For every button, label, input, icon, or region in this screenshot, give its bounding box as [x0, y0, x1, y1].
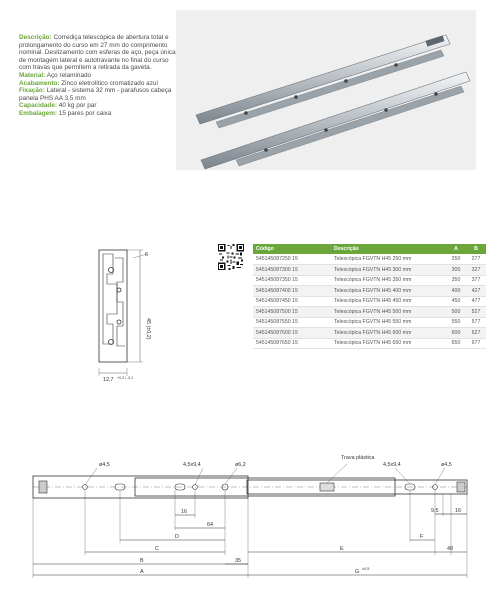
table-row	[253, 328, 486, 339]
dim-f: F	[420, 534, 424, 540]
dim-64: 64	[207, 522, 213, 528]
cell-code: 545145087650 15	[253, 338, 331, 349]
cell-a: 250	[446, 254, 466, 265]
cell-b: 427	[466, 286, 486, 297]
dim-d: D	[175, 534, 179, 540]
table-row	[253, 275, 486, 286]
dim-a: A	[140, 569, 144, 575]
desc-item: Material: Aço relaminado	[19, 71, 92, 79]
cell-a: 500	[446, 307, 466, 318]
cell-code: 545145087500 15	[253, 307, 331, 318]
dim-g: G	[355, 569, 360, 575]
product-table	[253, 244, 486, 349]
product-description	[19, 34, 177, 118]
cell-description: Telescópica FGVTN H45 250 mm	[331, 254, 446, 265]
cell-description: Telescópica FGVTN H45 350 mm	[331, 275, 446, 286]
dim-c: C	[155, 546, 159, 552]
slide-technical-drawing	[25, 450, 475, 585]
qr-code[interactable]	[218, 244, 244, 270]
dim-16: 16	[181, 509, 187, 515]
label-slot-right: 4,5x9,4	[383, 462, 401, 468]
col-header-code: Código	[253, 244, 331, 254]
cell-code: 545145087250 15	[253, 254, 331, 265]
desc-item: Fixação: Lateral - sistema 32 mm - parafusos cabeça panela PHS AA 3,5 mm	[19, 87, 172, 102]
col-header-description: Descrição	[331, 244, 446, 254]
table-row	[253, 254, 486, 265]
table-row	[253, 317, 486, 328]
slide-rail-upper	[196, 35, 450, 128]
desc-item: Descrição: Corrediça telescópica de abertura total e prolongamento do curso em 27 mm do comprimento nominal. Deslizamento com esferas de aço, peça única de montagem lateral e autotravante no final do curso com travas que permitem a retirada da gaveta.	[19, 34, 176, 72]
cell-a: 400	[446, 286, 466, 297]
profile-dim-width: 12,7	[103, 377, 114, 383]
table-row	[253, 338, 486, 349]
cell-description: Telescópica FGVTN H45 450 mm	[331, 296, 446, 307]
cell-description: Telescópica FGVTN H45 550 mm	[331, 317, 446, 328]
dim-e: E	[340, 546, 344, 552]
cell-code: 545145087600 15	[253, 328, 331, 339]
cell-b: 477	[466, 296, 486, 307]
dim-b: B	[140, 558, 144, 564]
cell-code: 545145087350 15	[253, 275, 331, 286]
cell-a: 600	[446, 328, 466, 339]
cell-b: 677	[466, 338, 486, 349]
label-hole-right: ø4,5	[441, 462, 452, 468]
table-row	[253, 307, 486, 318]
profile-section-drawing	[85, 240, 165, 385]
cell-b: 377	[466, 275, 486, 286]
cell-a: 350	[446, 275, 466, 286]
dim-g-tol: ±0,5	[362, 567, 370, 571]
col-header-a: A	[446, 244, 466, 254]
cell-description: Telescópica FGVTN H45 600 mm	[331, 328, 446, 339]
cell-b: 327	[466, 265, 486, 276]
label-hole-center: ø6,2	[235, 462, 246, 468]
table-row	[253, 296, 486, 307]
cell-a: 650	[446, 338, 466, 349]
profile-dim-side: 6	[145, 252, 148, 258]
label-hole-left: ø4,5	[99, 462, 110, 468]
cell-description: Telescópica FGVTN H45 400 mm	[331, 286, 446, 297]
cell-description: Telescópica FGVTN H45 650 mm	[331, 338, 446, 349]
dim-9-5: 9,5	[431, 508, 439, 514]
cell-description: Telescópica FGVTN H45 300 mm	[331, 265, 446, 276]
product-photo	[176, 10, 476, 170]
cell-b: 527	[466, 307, 486, 318]
cell-b: 627	[466, 328, 486, 339]
dim-16-right: 16	[455, 508, 461, 514]
table-header-row	[253, 244, 486, 254]
cell-code: 545145087400 15	[253, 286, 331, 297]
table-row	[253, 265, 486, 276]
desc-item: Embalagem: 15 pares por caixa	[19, 109, 112, 117]
profile-dim-height: 45 (±0,2)	[145, 318, 151, 340]
label-slot-left: 4,5x9,4	[183, 462, 201, 468]
table-row	[253, 286, 486, 297]
cell-b: 277	[466, 254, 486, 265]
cell-description: Telescópica FGVTN H45 500 mm	[331, 307, 446, 318]
dim-35: 35	[235, 558, 241, 564]
label-plastic-lock: Trava plástica	[341, 455, 375, 461]
cell-code: 545145087550 15	[253, 317, 331, 328]
desc-item: Capacidade: 40 kg por par	[19, 102, 97, 110]
cell-a: 550	[446, 317, 466, 328]
dim-48: 48	[447, 546, 453, 552]
cell-a: 450	[446, 296, 466, 307]
profile-dim-tol: +0,2 / -0,1	[117, 376, 134, 380]
desc-item: Acabamento: Zinco eletrolítico cromatizado azul	[19, 79, 158, 87]
cell-code: 545145087450 15	[253, 296, 331, 307]
cell-a: 300	[446, 265, 466, 276]
col-header-b: B	[466, 244, 486, 254]
cell-b: 577	[466, 317, 486, 328]
cell-code: 545145087300 15	[253, 265, 331, 276]
